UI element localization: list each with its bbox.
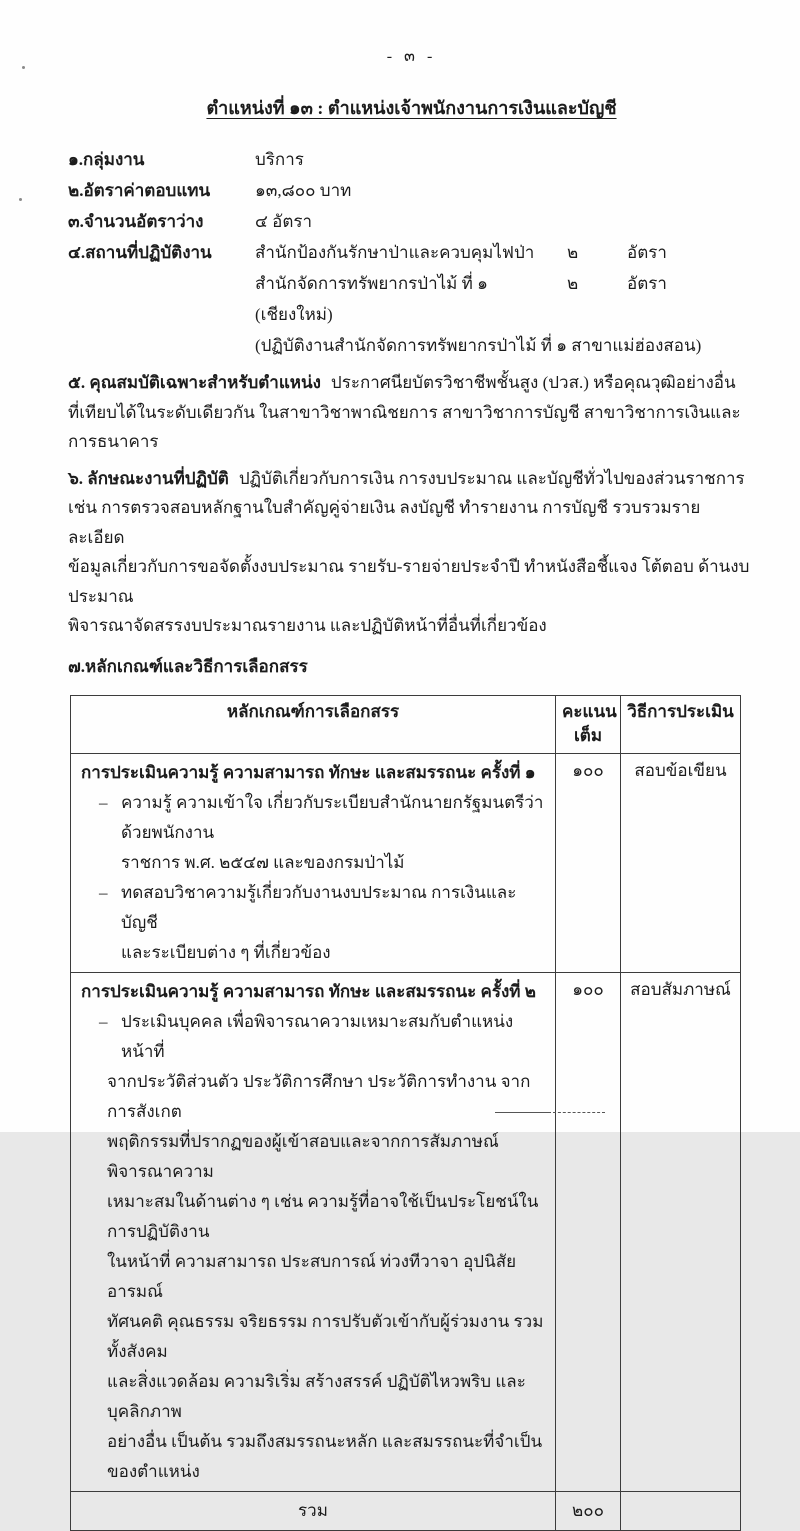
bullet-line: จากประวัติส่วนตัว ประวัติการศึกษา ประวัติการทำงาน จากการสังเกต — [107, 1071, 531, 1121]
field-group-label: ๑.กลุ่มงาน — [68, 150, 145, 169]
section-duties-label: ๖. ลักษณะงานที่ปฏิบัติ — [68, 468, 229, 488]
bullet-line: อย่างอื่น เป็นต้น รวมถึงสมรรถนะหลัก และสมรรถนะที่จำเป็นของตำแหน่ง — [107, 1431, 543, 1481]
section-duties — [68, 464, 755, 641]
workplace-item — [255, 237, 755, 268]
field-workplace-label: ๔.สถานที่ปฏิบัติงาน — [68, 243, 212, 262]
bullet-dash: – — [99, 1011, 108, 1031]
bullet-dash: – — [99, 882, 108, 902]
section-duties-line: ข้อมูลเกี่ยวกับการขอจัดตั้งงบประมาณ รายรับ-รายจ่ายประจำปี ทำหนังสือชี้แจง โต้ตอบ ด้านงบประมาณ — [68, 557, 750, 606]
total-label: รวม — [71, 1491, 556, 1530]
header-score-line2: เต็ม — [573, 725, 603, 745]
bullet-dash: – — [99, 792, 108, 812]
bullet-item — [99, 878, 549, 968]
section-duties-line: พิจารณาจัดสรรงบประมาณรายงาน และปฏิบัติหน้าที่อื่นที่เกี่ยวข้อง — [68, 616, 547, 635]
field-pay-label: ๒.อัตราค่าตอบแทน — [68, 181, 211, 200]
field-group-value: บริการ — [255, 150, 304, 169]
assessment-title: การประเมินความรู้ ความสามารถ ทักษะ และสมรรถนะ ครั้งที่ ๒ — [81, 981, 536, 1001]
workplace-unit: อัตรา — [627, 274, 667, 293]
criteria-table — [70, 695, 741, 1531]
section-qualifications — [68, 368, 755, 457]
score-cell: ๑๐๐ — [556, 753, 621, 972]
bullet-line: เหมาะสมในด้านต่าง ๆ เช่น ความรู้ที่อาจใช้เป็นประโยชน์ในการปฏิบัติงาน — [107, 1191, 539, 1241]
workplace-name: สำนักจัดการทรัพยากรป่าไม้ ที่ ๑ (เชียงใหม่) — [255, 274, 488, 324]
score-cell: ๑๐๐ — [556, 972, 621, 1491]
workplace-count: ๒ — [567, 274, 579, 293]
header-score-line1: คะแนน — [562, 701, 617, 721]
method-cell: สอบข้อเขียน — [621, 753, 741, 972]
section-duties-line: ปฏิบัติเกี่ยวกับการเงิน การงบประมาณ และบัญชีทั่วไปของส่วนราชการ — [238, 468, 745, 488]
bullet-line: ความรู้ ความเข้าใจ เกี่ยวกับระเบียบสำนักนายกรัฐมนตรีว่าด้วยพนักงาน — [121, 792, 544, 842]
bullet-item — [99, 788, 549, 878]
bullet-text — [121, 788, 549, 878]
field-workplace — [68, 237, 755, 361]
workplace-unit: อัตรา — [627, 243, 667, 262]
bullet-line: และระเบียบต่าง ๆ ที่เกี่ยวข้อง — [121, 942, 331, 962]
scan-speck — [19, 198, 22, 201]
workplace-note — [255, 330, 755, 361]
bullet-line: ในหน้าที่ ความสามารถ ประสบการณ์ ท่วงทีวาจา อุปนิสัย อารมณ์ — [107, 1251, 517, 1301]
bullet-line: ราชการ พ.ศ. ๒๕๔๗ และของกรมป่าไม้ — [121, 852, 405, 872]
bullet-line: ประเมินบุคคล เพื่อพิจารณาความเหมาะสมกับตำแหน่งหน้าที่ — [121, 1011, 514, 1061]
bullet-line: พฤติกรรมที่ปรากฏของผู้เข้าสอบและจากการสัมภาษณ์พิจารณาความ — [107, 1131, 499, 1181]
criteria-cell — [71, 753, 556, 972]
criteria-cell — [71, 972, 556, 1491]
footer-line-dashes — [553, 1112, 605, 1113]
header-method: วิธีการประเมิน — [621, 695, 741, 753]
bullet-line: และสิ่งแวดล้อม ความริเริ่ม สร้างสรรค์ ปฏิบัติไหวพริบ และบุคลิกภาพ — [107, 1371, 526, 1421]
header-criteria: หลักเกณฑ์การเลือกสรร — [71, 695, 556, 753]
footer-signature-line — [495, 1112, 605, 1113]
field-vacancies-value: ๔ อัตรา — [255, 212, 313, 231]
scan-speck — [22, 66, 25, 69]
field-pay-value: ๑๓,๘๐๐ บาท — [255, 181, 352, 200]
page-title — [68, 93, 755, 122]
workplace-item — [255, 268, 755, 330]
header-score — [556, 695, 621, 753]
field-vacancies — [68, 206, 755, 237]
bullet-item — [99, 1007, 549, 1487]
bullet-text — [107, 1007, 549, 1487]
total-score: ๒๐๐ — [556, 1491, 621, 1530]
section-duties-line: เช่น การตรวจสอบหลักฐานใบสำคัญคู่จ่ายเงิน ลงบัญชี ทำรายงาน การบัญชี รวบรวมรายละเอียด — [68, 498, 701, 547]
footer-line-solid — [495, 1112, 551, 1113]
section-qualifications-label: ๕. คุณสมบัติเฉพาะสำหรับตำแหน่ง — [68, 373, 321, 392]
field-vacancies-label: ๓.จำนวนอัตราว่าง — [68, 212, 204, 231]
workplace-count: ๒ — [567, 243, 579, 262]
table-row — [71, 972, 741, 1491]
field-pay — [68, 175, 755, 206]
total-method-empty — [621, 1491, 741, 1530]
workplace-name: สำนักป้องกันรักษาป่าและควบคุมไฟป่า — [255, 243, 535, 262]
workplace-note-text: (ปฏิบัติงานสำนักจัดการทรัพยากรป่าไม้ ที่ ๑ สาขาแม่ฮ่องสอน) — [255, 336, 702, 355]
section-selection-heading: ๗.หลักเกณฑ์และวิธีการเลือกสรร — [68, 656, 308, 676]
method-cell: สอบสัมภาษณ์ — [621, 972, 741, 1491]
field-group — [68, 144, 755, 175]
section-qualifications-line: ที่เทียบได้ในระดับเดียวกัน ในสาขาวิชาพาณิชยการ สาขาวิชาการบัญชี สาขาวิชาการเงินและการธนาคาร — [68, 402, 741, 451]
bullet-text — [121, 878, 549, 968]
bullet-line: ทดสอบวิชาความรู้เกี่ยวกับงานงบประมาณ การเงินและบัญชี — [121, 882, 517, 932]
page-number: - ๓ - — [386, 48, 437, 65]
section-qualifications-line: ประกาศนียบัตรวิชาชีพชั้นสูง (ปวส.) หรือคุณวุฒิอย่างอื่น — [330, 373, 736, 392]
table-row — [71, 753, 741, 972]
bullet-line: ทัศนคติ คุณธรรม จริยธรรม การปรับตัวเข้ากับผู้ร่วมงาน รวมทั้งสังคม — [107, 1311, 544, 1361]
workplace-list — [255, 237, 755, 361]
table-header-row — [71, 695, 741, 753]
page-title-text: ตำแหน่งที่ ๑๓ : ตำแหน่งเจ้าพนักงานการเงินและบัญชี — [206, 98, 617, 118]
assessment-title: การประเมินความรู้ ความสามารถ ทักษะ และสมรรถนะ ครั้งที่ ๑ — [81, 762, 536, 782]
table-total-row — [71, 1491, 741, 1530]
